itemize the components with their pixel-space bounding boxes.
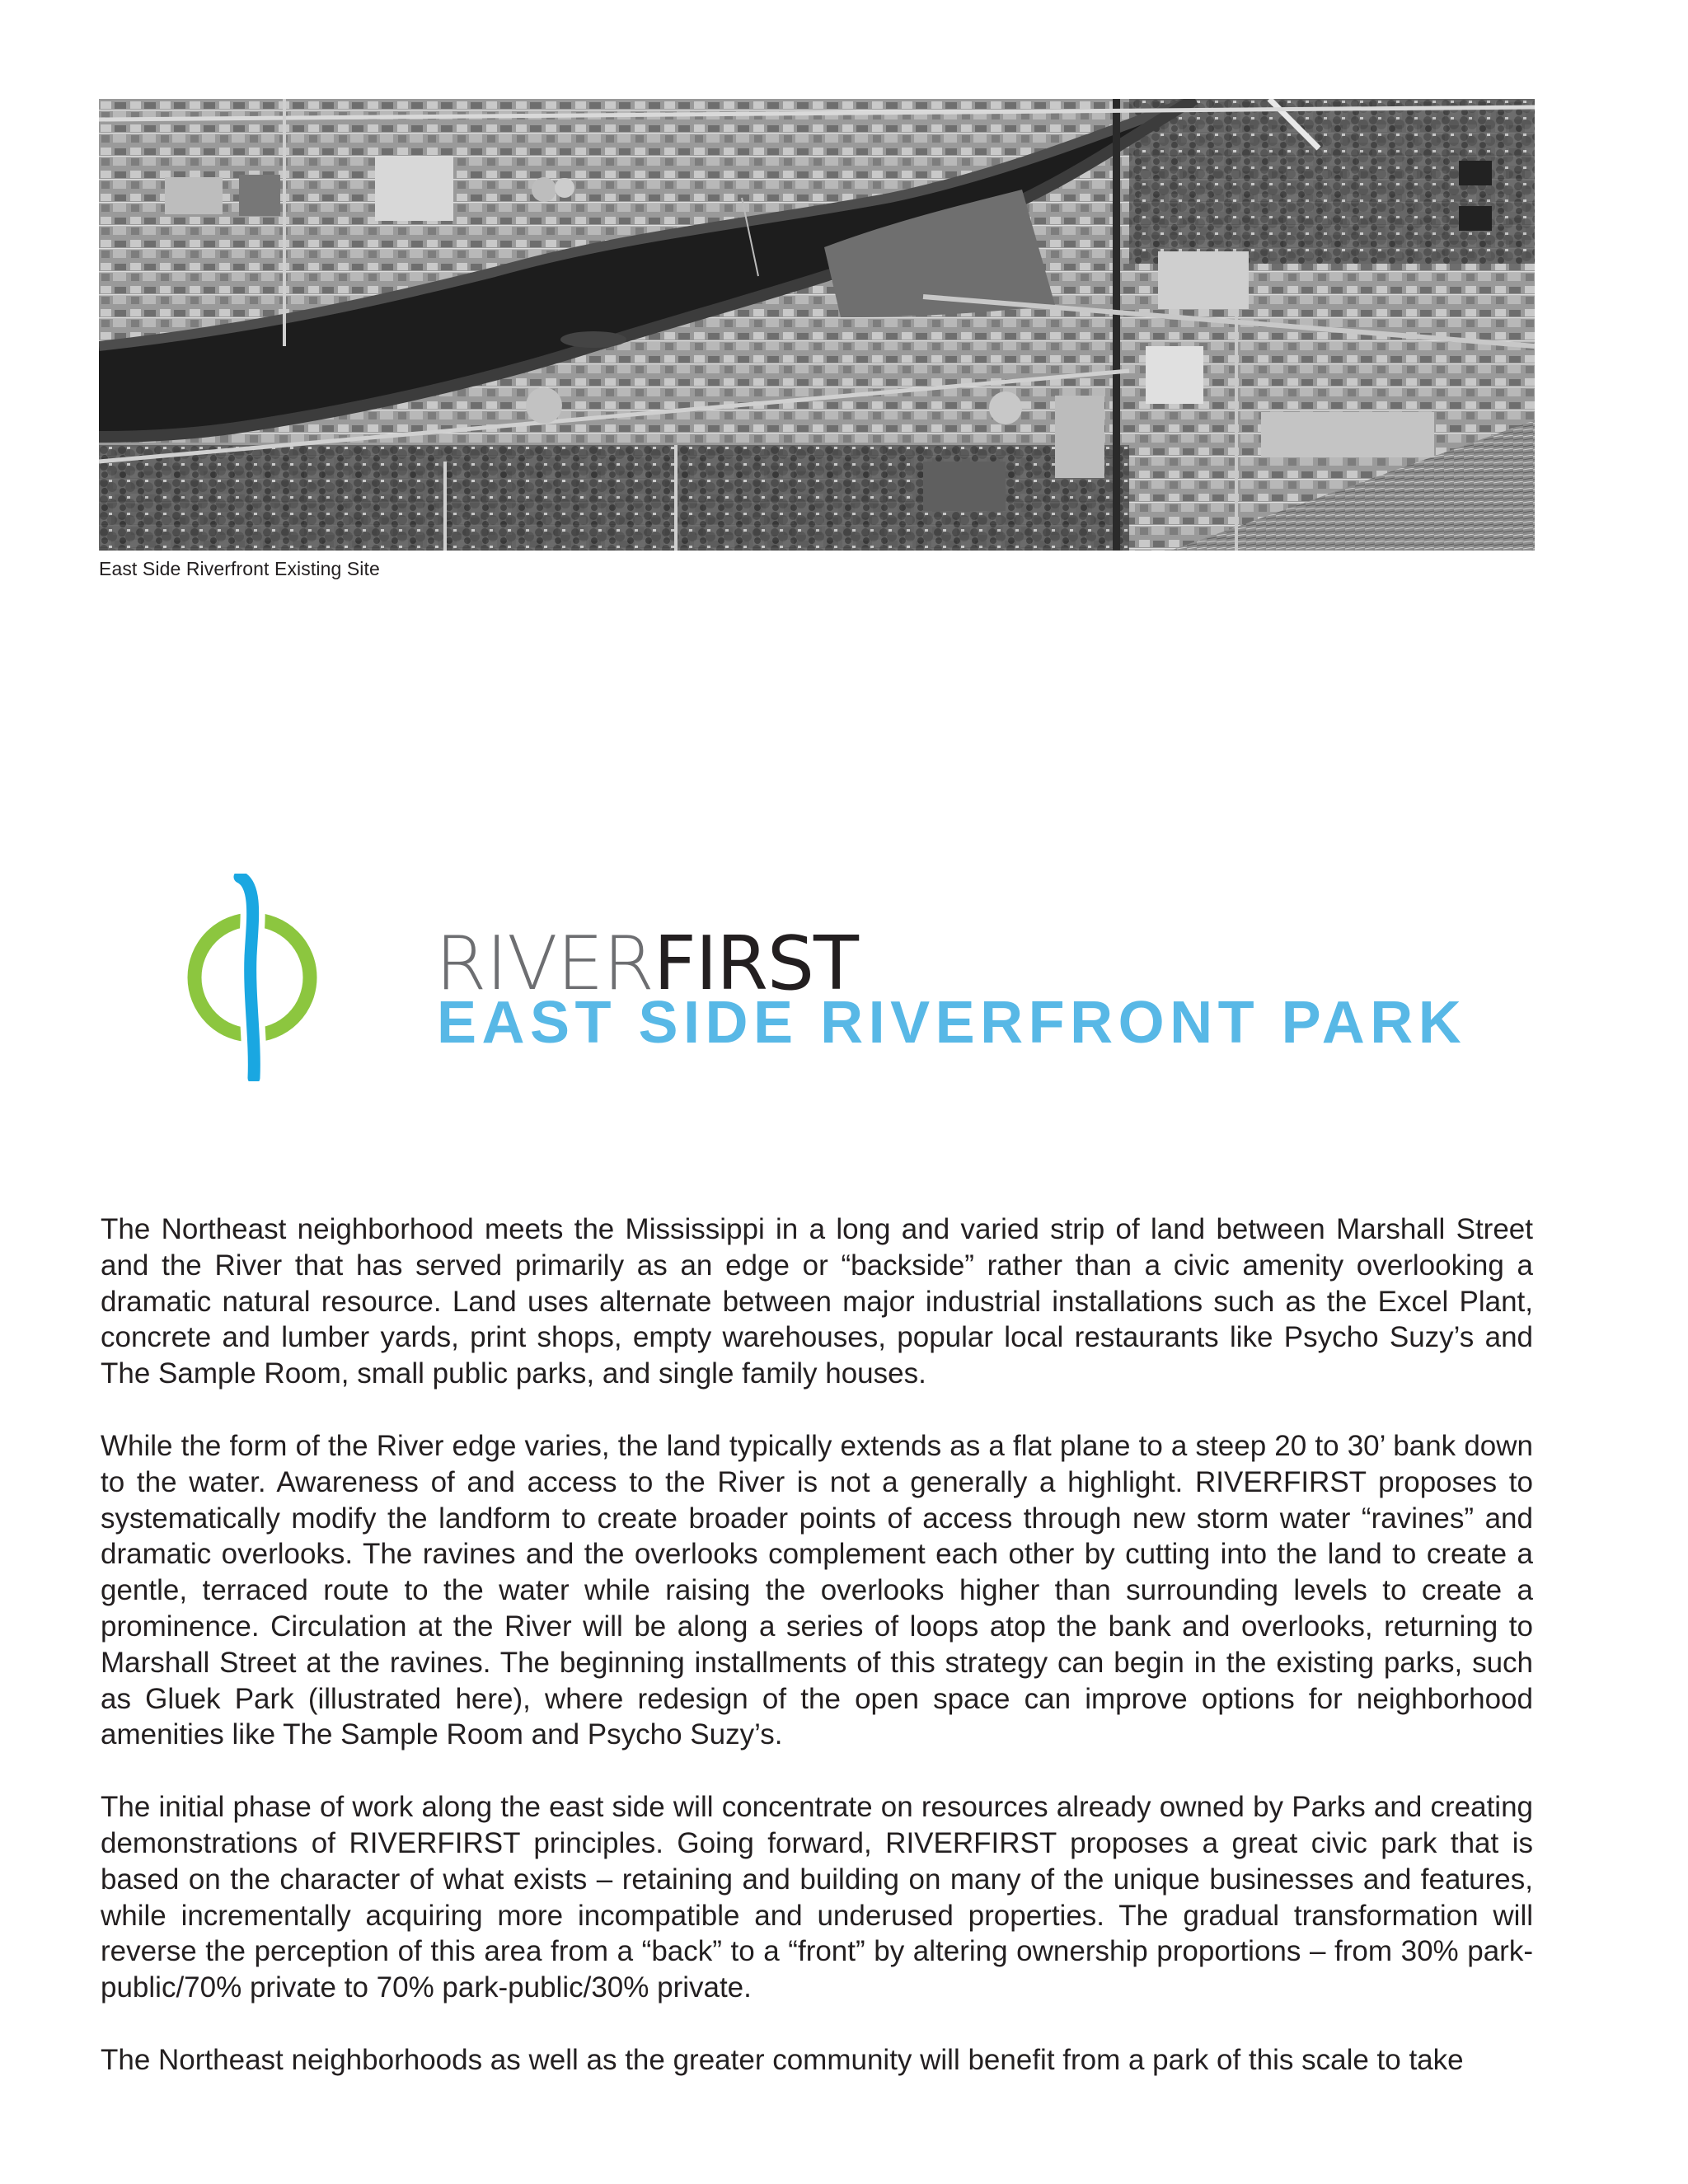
paragraph: The initial phase of work along the east side will concentrate on resources already owned by Parks and creating demonstrations of RIVERFIRST principles. Going forward, RIVERFIRST proposes a great civic park that is based on the character of what exists – retaining and building on many of the unique businesses and features, while incrementally acquiring more incompatible and underused properties. The gradual transformation will reverse the perception of this area from a “back” to a “front” by altering ownership proportions – from 30% park-public/70% private to 70% park-public/30% private. <box>101 1791 1533 2004</box>
paragraph: While the form of the River edge varies, the land typically extends as a flat plane to a steep 20 to 30’ bank down to the water. Awareness of and access to the River is not a generally a highlight. RIVERFIRST proposes to systematically modify the landform to create broader points of access through new storm water “ravines” and dramatic overlooks. The ravines and the overlooks complement each other by cutting into the land to create a gentle, terraced route to the water while raising the overlooks higher than surrounding levels to create a prominence. Circulation at the River will be along a series of loops atop the bank and overlooks, returning to Marshall Street at the ravines. The beginning installments of this strategy can begin in the existing parks, such as Gluek Park (illustrated here), where redesign of the open space can improve options for neighborhood amenities like The Sample Room and Psycho Suzy’s. <box>101 1429 1533 1751</box>
image-caption: East Side Riverfront Existing Site <box>99 558 380 579</box>
page-title: EAST SIDE RIVERFRONT PARK <box>437 990 1467 1056</box>
riverfirst-logo-icon <box>180 874 328 1081</box>
paragraph: The Northeast neighborhood meets the Mississippi in a long and varied strip of land between Marshall Street and the River that has served primarily as an edge or “backside” rather than a civic amenity overlooking a dramatic natural resource. Land uses alternate between major industrial installations such as the Excel Plant, concrete and lumber yards, print shops, empty warehouses, popular local restaurants like Psycho Suzy’s and The Sample Room, small public parks, and single family houses. <box>101 1213 1533 1390</box>
brand-first: FIRST <box>654 921 858 1007</box>
brand-river: RIVER <box>435 921 654 1007</box>
aerial-site-photo <box>99 99 1535 551</box>
paragraph: The Northeast neighborhoods as well as the greater community will benefit from a park of this scale to take <box>101 2043 1464 2076</box>
body-text <box>101 1212 1533 2115</box>
